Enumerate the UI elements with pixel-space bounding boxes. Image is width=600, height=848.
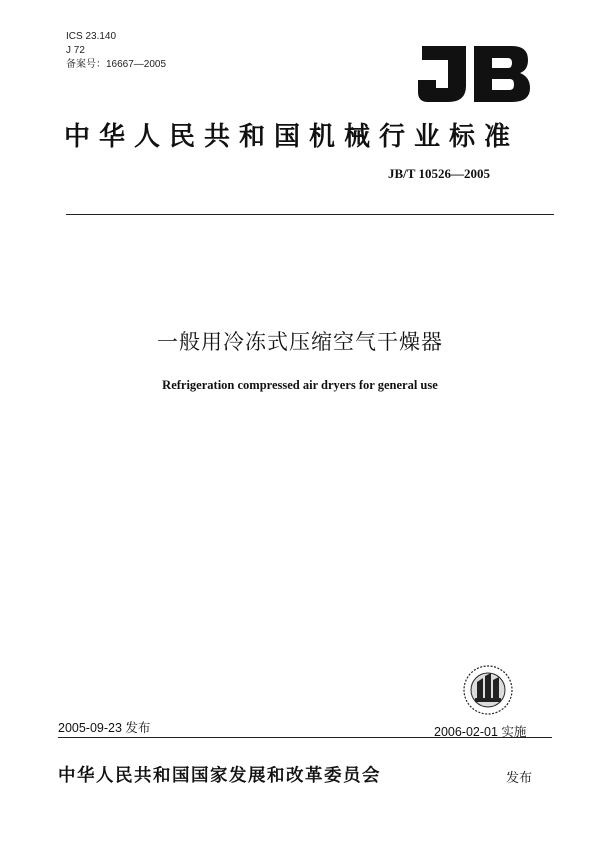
implementation-date: 2006-02-01 实施 (434, 725, 527, 739)
jb-logo (414, 40, 532, 106)
ics-code: ICS 23.140 (66, 31, 117, 42)
classification-code: J 72 (66, 45, 85, 56)
publish-label: 发布 (506, 771, 533, 786)
document-title-chinese: 一般用冷冻式压缩空气干燥器 (157, 330, 443, 354)
filing-number: 备案号：16667—2005 (66, 59, 167, 70)
standard-number: JB/T 10526—2005 (388, 166, 490, 181)
standard-series-title: 中华人民共和国机械行业标准 (64, 122, 520, 152)
footer-divider (58, 737, 552, 738)
header-divider (66, 214, 554, 215)
document-title-english: Refrigeration compressed air dryers for general use (162, 378, 438, 392)
issue-date: 2005-09-23 发布 (58, 721, 151, 735)
publisher-name: 中华人民共和国国家发展和改革委员会 (58, 766, 381, 786)
publisher-emblem (462, 664, 514, 716)
